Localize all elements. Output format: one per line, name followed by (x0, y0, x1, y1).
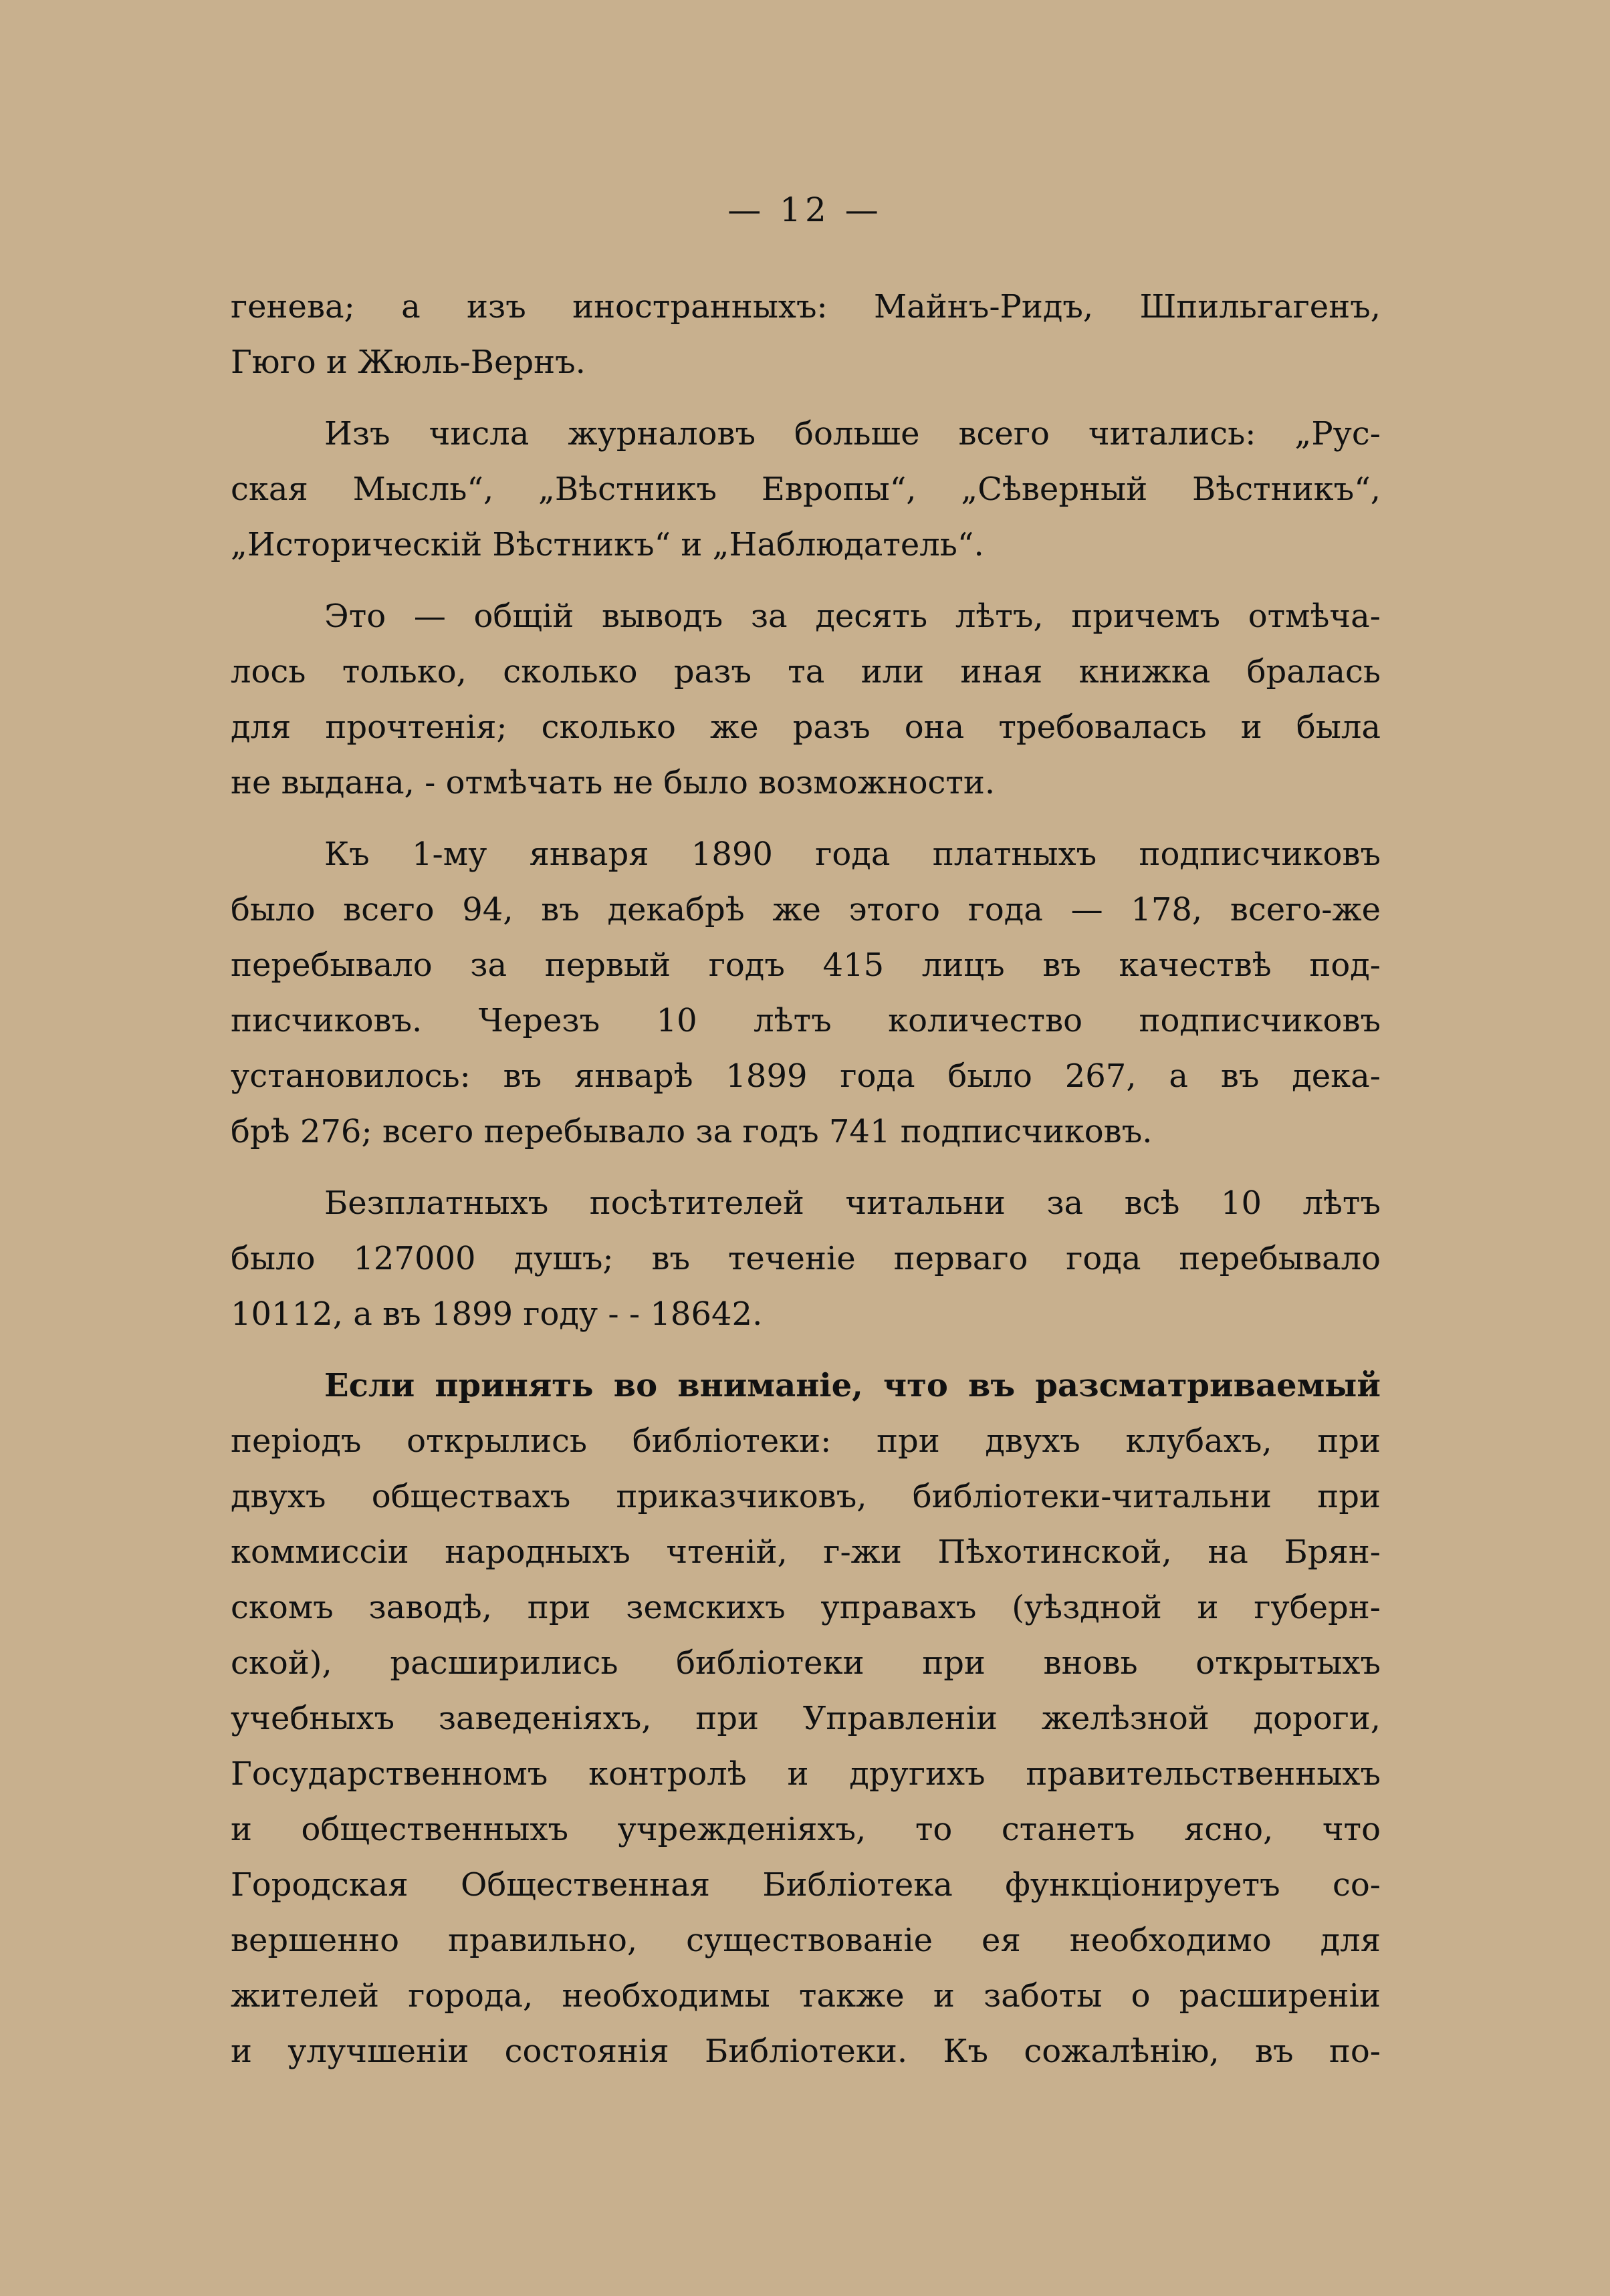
text-line: Гюго и Жюль-Вернъ. (231, 344, 586, 381)
text-line: Государственномъ контролѣ и другихъ правительственныхъ (231, 1755, 1381, 1793)
text-line: Безплатныхъ посѣтителей читальни за всѣ 10 лѣтъ (324, 1184, 1381, 1222)
body-text (231, 279, 1381, 2095)
text-line: Къ 1-му января 1890 года платныхъ подписчиковъ (324, 836, 1381, 873)
paragraph-1 (231, 279, 1381, 390)
text-line: для прочтенія; сколько же разъ она требовалась и была (231, 709, 1381, 746)
paragraph-2 (231, 406, 1381, 573)
text-line: писчиковъ. Черезъ 10 лѣтъ количество подписчиковъ (231, 1002, 1381, 1039)
text-line: скомъ заводѣ, при земскихъ управахъ (уѣздной и губерн- (231, 1589, 1381, 1626)
text-line: не выдана, - отмѣчать не было возможности. (231, 764, 996, 801)
text-line: Если принять во вниманіе, что въ разсматриваемый (324, 1367, 1381, 1404)
text-line: установилось: въ январѣ 1899 года было 267, а въ дека- (231, 1057, 1381, 1095)
text-line: учебныхъ заведеніяхъ, при Управленіи желѣзной дороги, (231, 1700, 1381, 1737)
text-line: 10112, а въ 1899 году - - 18642. (231, 1295, 763, 1333)
text-line: и улучшеніи состоянія Библіотеки. Къ сожалѣнію, въ по- (231, 2033, 1381, 2070)
text-line: Городская Общественная Библіотека функціонируетъ со- (231, 1866, 1381, 1904)
page-number: — 12 — (727, 190, 883, 229)
text-line: Это — общій выводъ за десять лѣтъ, причемъ отмѣча- (324, 598, 1381, 635)
paragraph-4 (231, 827, 1381, 1160)
text-line: двухъ обществахъ приказчиковъ, библіотеки-читальни при (231, 1478, 1381, 1515)
text-line: періодъ открылись библіотеки: при двухъ клубахъ, при (231, 1422, 1381, 1460)
text-line: генева; а изъ иностранныхъ: Майнъ-Ридъ, Шпильгагенъ, (231, 288, 1381, 326)
text-line: вершенно правильно, существованіе ея необходимо для (231, 1922, 1381, 1959)
paragraph-5 (231, 1176, 1381, 1342)
text-line: брѣ 276; всего перебывало за годъ 741 подписчиковъ. (231, 1113, 1153, 1150)
text-line: коммиссіи народныхъ чтеній, г-жи Пѣхотинской, на Брян- (231, 1533, 1381, 1571)
text-line: Изъ числа журналовъ больше всего читались: „Рус- (324, 415, 1381, 453)
text-line: было всего 94, въ декабрѣ же этого года — 178, всего-же (231, 891, 1381, 928)
text-line: жителей города, необходимы также и заботы о расширеніи (231, 1977, 1381, 2015)
text-line: перебывало за первый годъ 415 лицъ въ качествѣ под- (231, 946, 1381, 984)
text-line: и общественныхъ учрежденіяхъ, то станетъ ясно, что (231, 1811, 1381, 1848)
text-line: ской), расширились библіотеки при вновь открытыхъ (231, 1644, 1381, 1682)
text-line: ская Мысль“, „Вѣстникъ Европы“, „Сѣверный Вѣстникъ“, (231, 471, 1381, 508)
text-line: „Историческій Вѣстникъ“ и „Наблюдатель“. (231, 526, 984, 563)
paragraph-6 (231, 1358, 1381, 2079)
paragraph-3 (231, 589, 1381, 811)
text-line: лось только, сколько разъ та или иная книжка бралась (231, 653, 1381, 690)
text-line: было 127000 душъ; въ теченіе перваго года перебывало (231, 1240, 1381, 1277)
